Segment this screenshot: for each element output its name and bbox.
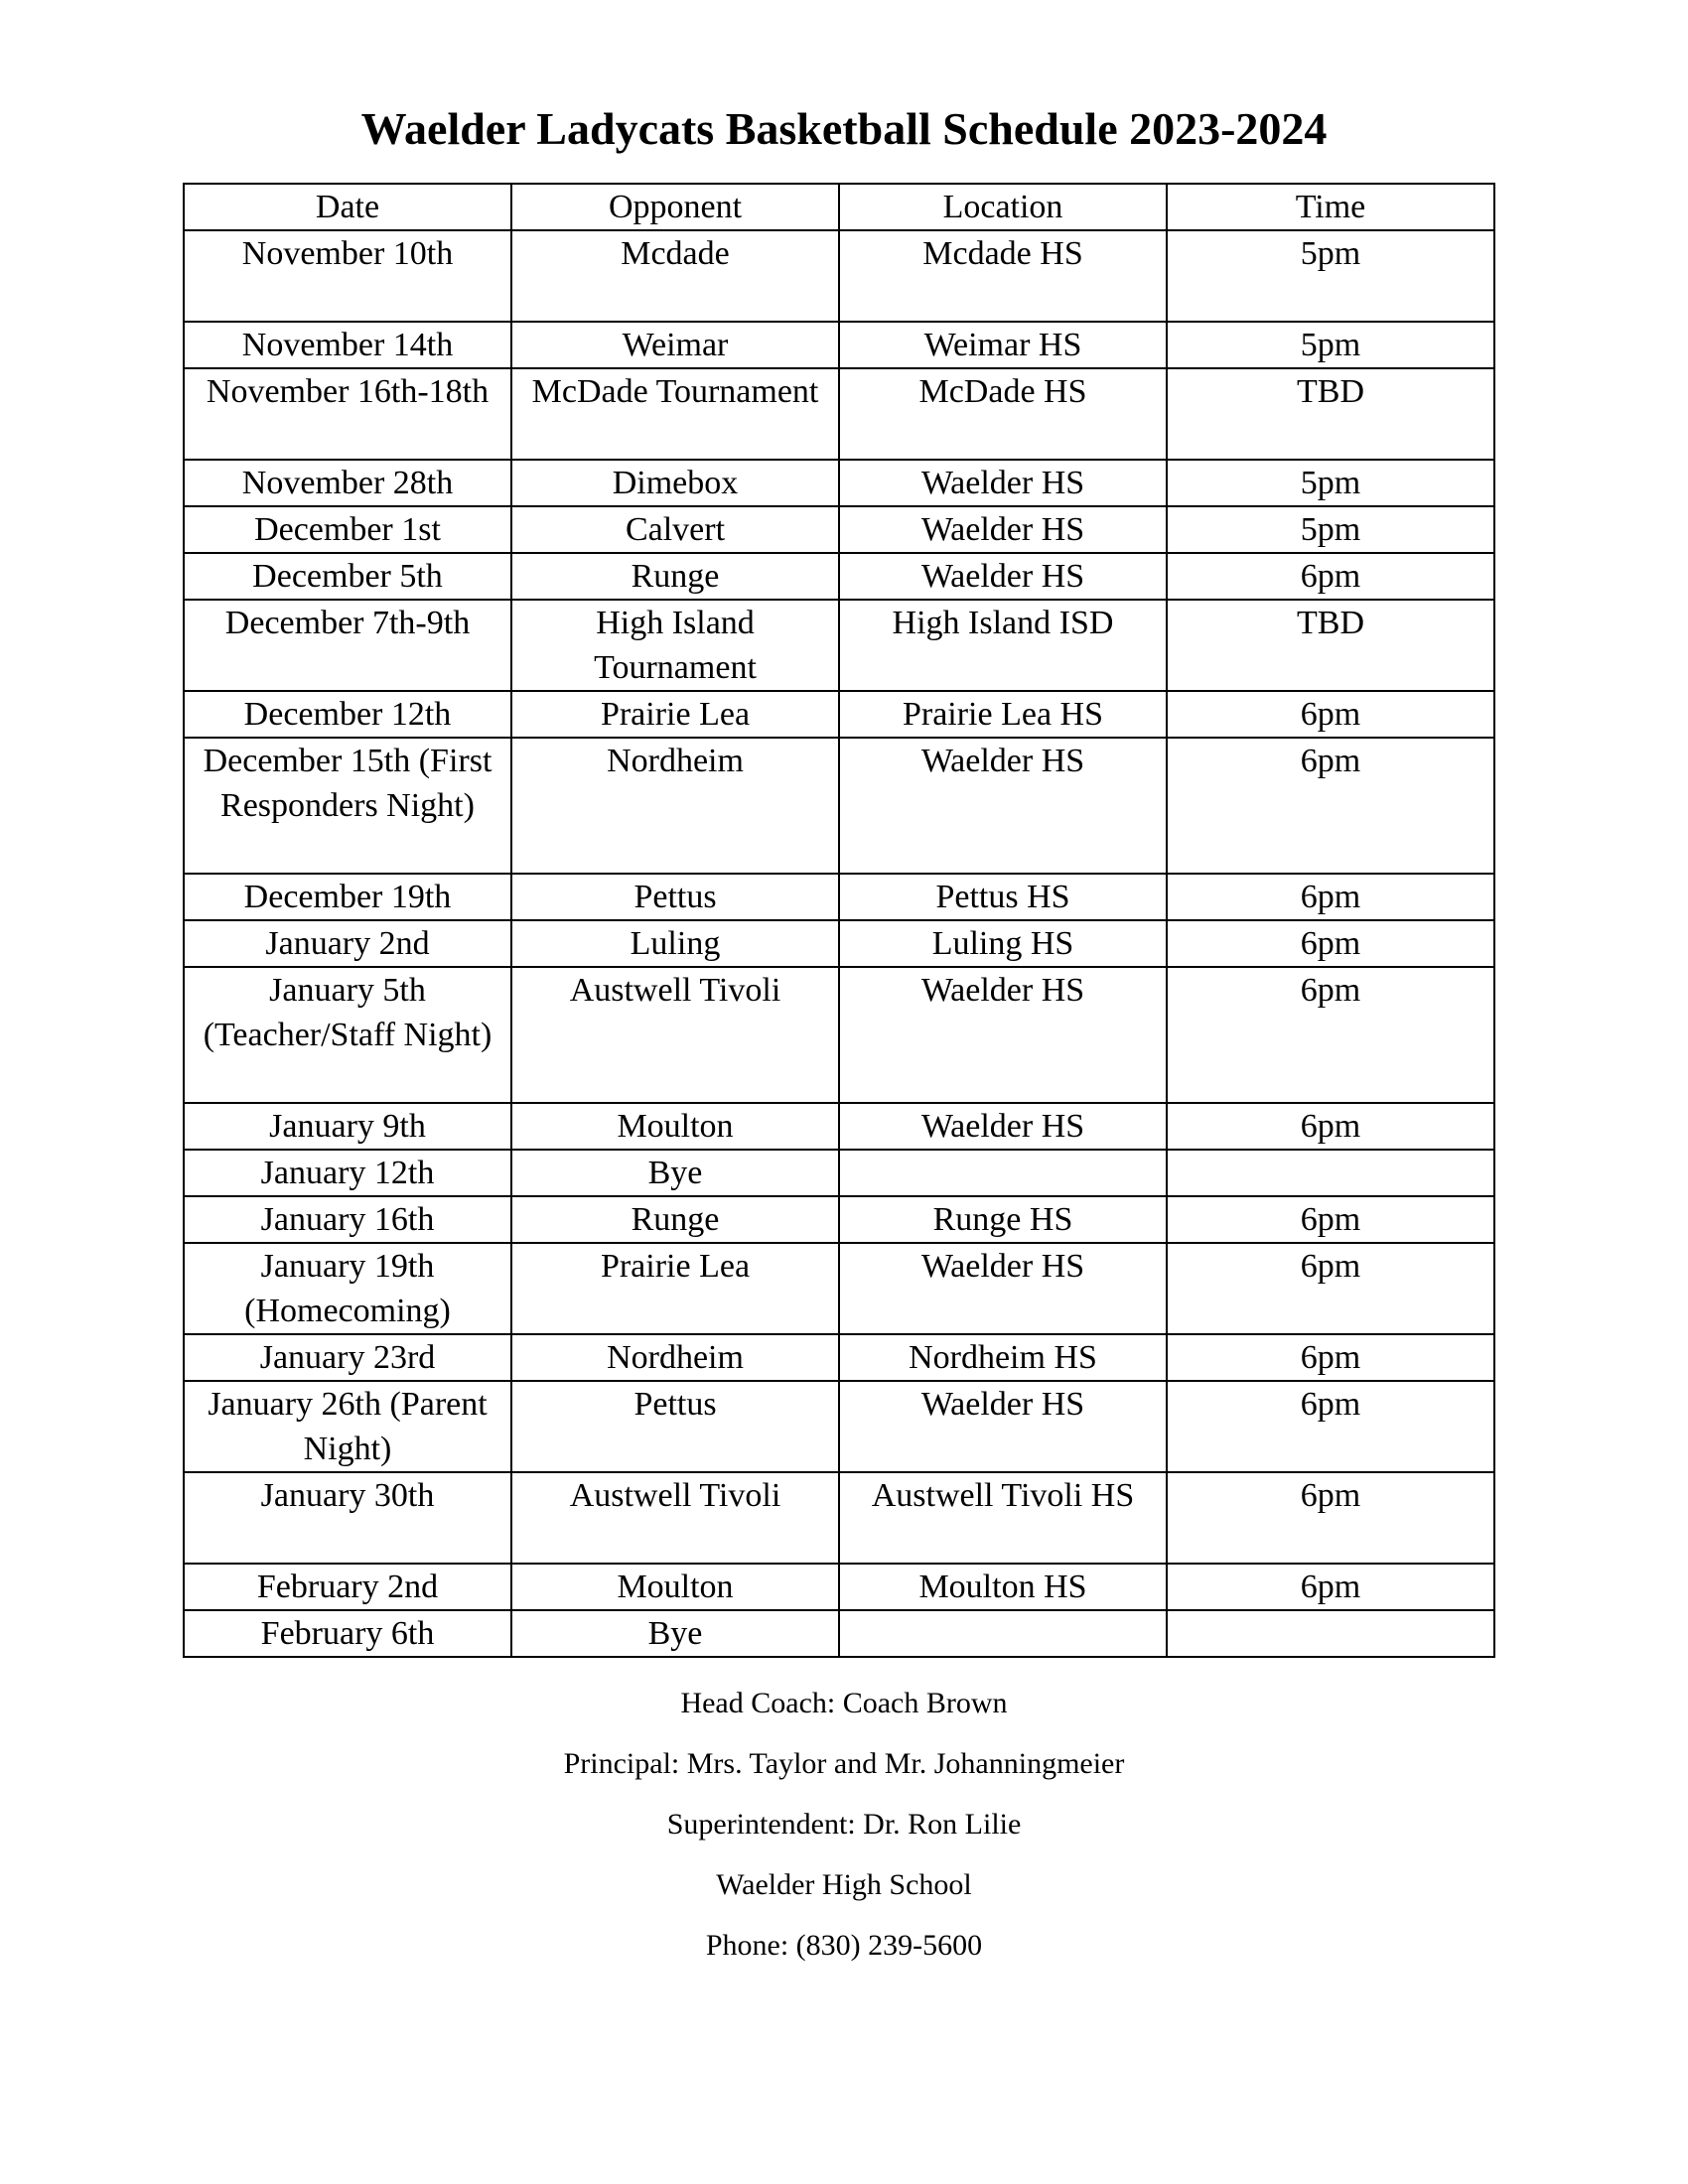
cell-time: 6pm [1167, 553, 1494, 600]
cell-date: January 26th (Parent Night) [184, 1381, 511, 1472]
cell-time: 5pm [1167, 230, 1494, 322]
cell-date: December 7th-9th [184, 600, 511, 691]
cell-opponent: Austwell Tivoli [511, 967, 839, 1103]
cell-date: January 16th [184, 1196, 511, 1243]
cell-date: February 2nd [184, 1564, 511, 1610]
cell-time: 6pm [1167, 1334, 1494, 1381]
cell-time [1167, 1610, 1494, 1657]
cell-opponent: Moulton [511, 1564, 839, 1610]
contact-footer [0, 1686, 1688, 1988]
cell-time: 6pm [1167, 874, 1494, 920]
cell-time: TBD [1167, 600, 1494, 691]
cell-date: November 16th-18th [184, 368, 511, 460]
cell-time: 6pm [1167, 1103, 1494, 1150]
cell-time: TBD [1167, 368, 1494, 460]
cell-opponent: Austwell Tivoli [511, 1472, 839, 1564]
cell-time: 6pm [1167, 1472, 1494, 1564]
cell-location: Mcdade HS [839, 230, 1167, 322]
cell-location: Waelder HS [839, 1103, 1167, 1150]
cell-date: November 14th [184, 322, 511, 368]
cell-date: January 30th [184, 1472, 511, 1564]
table-row [184, 1243, 1494, 1334]
table-row [184, 920, 1494, 967]
column-header-date: Date [184, 184, 511, 230]
cell-location: Waelder HS [839, 553, 1167, 600]
table-row [184, 1334, 1494, 1381]
cell-location: Waelder HS [839, 1243, 1167, 1334]
cell-date: January 12th [184, 1150, 511, 1196]
table-row [184, 600, 1494, 691]
cell-opponent: Runge [511, 1196, 839, 1243]
cell-date: December 12th [184, 691, 511, 738]
cell-opponent: Calvert [511, 506, 839, 553]
cell-time: 6pm [1167, 1243, 1494, 1334]
cell-location: Runge HS [839, 1196, 1167, 1243]
table-row [184, 506, 1494, 553]
cell-time: 5pm [1167, 506, 1494, 553]
cell-opponent: Pettus [511, 874, 839, 920]
table-row [184, 967, 1494, 1103]
cell-date: January 5th (Teacher/Staff Night) [184, 967, 511, 1103]
cell-opponent: Weimar [511, 322, 839, 368]
table-row [184, 738, 1494, 874]
cell-opponent: Moulton [511, 1103, 839, 1150]
cell-opponent: Bye [511, 1610, 839, 1657]
cell-location: High Island ISD [839, 600, 1167, 691]
head-coach-line: Head Coach: Coach Brown [680, 1687, 1008, 1719]
cell-location: Waelder HS [839, 1381, 1167, 1472]
cell-opponent: Nordheim [511, 1334, 839, 1381]
principal-line: Principal: Mrs. Taylor and Mr. Johanningmeier [563, 1747, 1125, 1780]
cell-time: 6pm [1167, 691, 1494, 738]
cell-time: 6pm [1167, 738, 1494, 874]
cell-time [1167, 1150, 1494, 1196]
cell-opponent: Pettus [511, 1381, 839, 1472]
cell-opponent: Runge [511, 553, 839, 600]
cell-date: December 5th [184, 553, 511, 600]
cell-location: Pettus HS [839, 874, 1167, 920]
cell-location [839, 1150, 1167, 1196]
cell-opponent: High Island Tournament [511, 600, 839, 691]
cell-location: Nordheim HS [839, 1334, 1167, 1381]
cell-location [839, 1610, 1167, 1657]
school-name-line: Waelder High School [716, 1868, 972, 1901]
cell-date: December 15th (First Responders Night) [184, 738, 511, 874]
cell-time: 5pm [1167, 322, 1494, 368]
table-row [184, 1610, 1494, 1657]
superintendent-line: Superintendent: Dr. Ron Lilie [666, 1808, 1022, 1841]
cell-date: December 19th [184, 874, 511, 920]
table-row [184, 1472, 1494, 1564]
cell-date: January 23rd [184, 1334, 511, 1381]
table-row [184, 1381, 1494, 1472]
cell-location: Weimar HS [839, 322, 1167, 368]
table-row [184, 1103, 1494, 1150]
cell-opponent: Prairie Lea [511, 1243, 839, 1334]
cell-date: November 10th [184, 230, 511, 322]
cell-opponent: Mcdade [511, 230, 839, 322]
schedule-table [183, 183, 1495, 1658]
table-row [184, 1196, 1494, 1243]
cell-date: December 1st [184, 506, 511, 553]
cell-date: November 28th [184, 460, 511, 506]
cell-date: February 6th [184, 1610, 511, 1657]
cell-date: January 2nd [184, 920, 511, 967]
cell-location: Waelder HS [839, 967, 1167, 1103]
cell-time: 6pm [1167, 1564, 1494, 1610]
table-row [184, 460, 1494, 506]
cell-time: 6pm [1167, 1381, 1494, 1472]
cell-date: January 9th [184, 1103, 511, 1150]
table-row [184, 1150, 1494, 1196]
cell-location: Moulton HS [839, 1564, 1167, 1610]
table-row [184, 691, 1494, 738]
table-row [184, 874, 1494, 920]
schedule-body [184, 230, 1494, 1657]
column-header-opponent: Opponent [511, 184, 839, 230]
cell-time: 6pm [1167, 967, 1494, 1103]
cell-time: 6pm [1167, 1196, 1494, 1243]
cell-opponent: Prairie Lea [511, 691, 839, 738]
table-header-row [184, 184, 1494, 230]
cell-location: Waelder HS [839, 506, 1167, 553]
table-row [184, 322, 1494, 368]
cell-opponent: Bye [511, 1150, 839, 1196]
cell-location: Luling HS [839, 920, 1167, 967]
page-title: Waelder Ladycats Basketball Schedule 2023-2024 [360, 103, 1328, 154]
column-header-location: Location [839, 184, 1167, 230]
table-row [184, 1564, 1494, 1610]
cell-time: 6pm [1167, 920, 1494, 967]
column-header-time: Time [1167, 184, 1494, 230]
cell-location: Prairie Lea HS [839, 691, 1167, 738]
cell-opponent: McDade Tournament [511, 368, 839, 460]
table-row [184, 368, 1494, 460]
cell-location: Waelder HS [839, 460, 1167, 506]
cell-location: Waelder HS [839, 738, 1167, 874]
cell-location: Austwell Tivoli HS [839, 1472, 1167, 1564]
cell-opponent: Nordheim [511, 738, 839, 874]
table-row [184, 553, 1494, 600]
cell-opponent: Dimebox [511, 460, 839, 506]
cell-opponent: Luling [511, 920, 839, 967]
cell-date: January 19th (Homecoming) [184, 1243, 511, 1334]
table-row [184, 230, 1494, 322]
cell-time: 5pm [1167, 460, 1494, 506]
cell-location: McDade HS [839, 368, 1167, 460]
phone-line: Phone: (830) 239-5600 [705, 1929, 983, 1962]
